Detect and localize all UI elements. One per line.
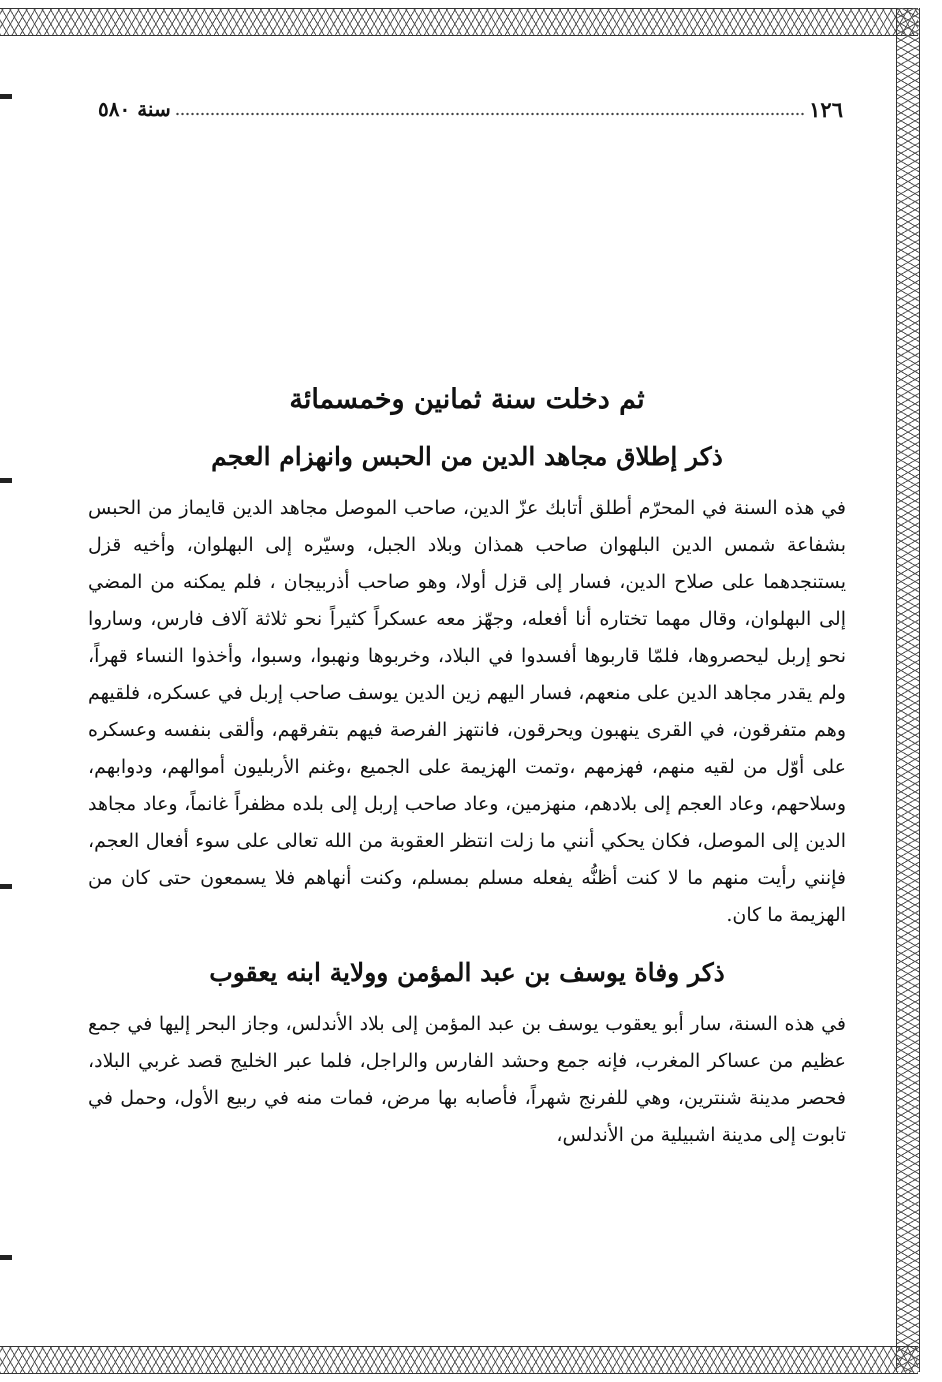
gutter-mark (0, 884, 12, 889)
section-paragraph: في هذه السنة في المحرّم أطلق أتابك عزّ الدين، صاحب الموصل مجاهد الدين قايماز من الحبس بشفاعة شمس الدين البلهوان صاحب همذان وبلاد الجبل، وسيّره إلى البهلوان، وأخيه قزل يستنجدهما على صلاح الدين، فسار إلى قزل أولا، وهو صاحب أذربيجان ، فلم يمكنه من المضي إلى البهلوان، وقال مهما تختاره أنا أفعله، وجهّز معه عسكراً كثيراً نحو ثلاثة آلاف فارس، وساروا نحو إربل ليحصروها، فلمّا قاربوها أفسدوا في البلاد، وخربوها ونهبوا، وسبوا، وأخذوا النساء قهراً، ولم يقدر مجاهد الدين على منعهم، فسار اليهم زين الدين يوسف صاحب إربل في عسكره، فلقيهم وهم متفرقون، في القرى ينهبون ويحرقون، فانتهز الفرصة فيهم بتفرقهم، وألقى بنفسه وعسكره على أوّل من لقيه منهم، فهزمهم ،وتمت الهزيمة على الجميع ،وغنم الأربليون أموالهم، ودوابهم، وسلاحهم، وعاد العجم إلى بلادهم، منهزمين، وعاد صاحب إربل إلى بلده مظفراً غانماً، وعاد مجاهد الدين إلى الموصل، فكان يحكي أنني ما زلت انتظر العقوبة من الله تعالى على سوء أفعال العجم، فإنني رأيت منهم ما لا كنت أظنُّه يفعله مسلم بمسلم، وكنت أنهاهم فلا يسمعون حتى كان من الهزيمة ما كان. (88, 497, 846, 926)
section-heading: ذكر إطلاق مجاهد الدين من الحبس وانهزام العجم (211, 442, 723, 471)
gutter-mark (0, 478, 12, 483)
gutter-mark (0, 94, 12, 99)
right-ornamental-border (896, 8, 920, 1372)
page-header (98, 92, 843, 126)
gutter-mark (0, 1255, 12, 1260)
section-heading: ذكر وفاة يوسف بن عبد المؤمن وولاية ابنه يعقوب (209, 958, 725, 987)
page-content (88, 380, 846, 1174)
bottom-ornamental-border (0, 1346, 918, 1374)
top-ornamental-border (0, 8, 918, 36)
running-title: سنة ٥٨٠ (98, 97, 171, 121)
page-number: ١٢٦ (809, 96, 843, 122)
chapter-heading: ثم دخلت سنة ثمانين وخمسمائة (289, 384, 645, 415)
header-dot-leader (175, 101, 805, 117)
section-paragraph: في هذه السنة، سار أبو يعقوب يوسف بن عبد المؤمن إلى بلاد الأندلس، وجاز البحر إليها في جمع عظيم من عساكر المغرب، فإنه جمع وحشد الفارس والراجل، فلما عبر الخليج قصد غربي البلاد، فحصر مدينة شنترين، وهي للفرنج شهراً، فأصابه بها مرض، فمات منه في ربيع الأول، وحمل في تابوت إلى مدينة اشبيلية من الأندلس، (88, 1013, 846, 1146)
